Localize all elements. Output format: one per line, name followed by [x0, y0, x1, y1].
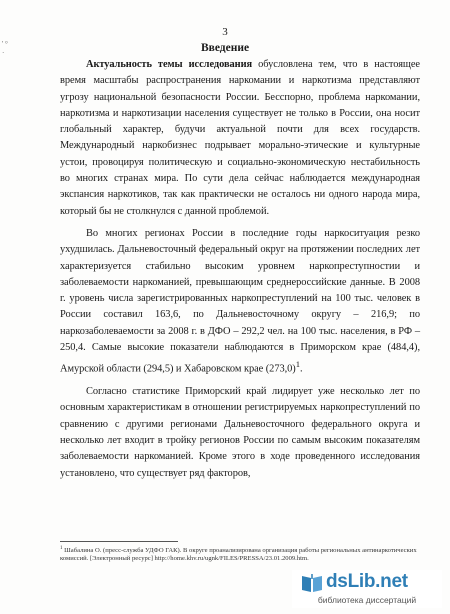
- footnote-text: Шабалина О. (пресс-служба УДФО ГАК). В округе проанализирована организация работы региональных антинаркотических комиссий. [Электронный ресурс] http://home.khv.ru/ugnk/FILES/PRESSA/23.01.2009.htm.: [60, 547, 417, 563]
- paragraph-2-end: .: [300, 363, 303, 375]
- paragraph-3: Согласно статистике Приморский край лидирует уже несколько лет по основным характеристикам в отношении регистрируемых наркопреступлений по сравнению с другими регионами Дальневосточного федерального округа и несколько лет входит в тройку регионов России по самым высоким показателям заболеваемости наркоманией. Кроме этого в ходе проведенного исследования установлено, что существует ряд факторов,: [60, 386, 420, 479]
- margin-marks: ' ° ·: [2, 40, 8, 57]
- paragraph-2-text: Во многих регионах России в последние годы наркоситуация резко ухудшилась. Дальневосточный федеральный округ на протяжении последних лет характеризуется стабильно высоким уровнем наркопреступностии и заболеваемости наркоманией, превышающим среднероссийские данные. В 2008 г. уровень числа зарегистрированных наркопреступлений на 100 тыс. человек в России составил 163,6, по Дальневосточному округу – 216,9; по наркозаболеваемости за 2008 г. в ДФО – 292,2 чел. на 100 тыс. населения, в РФ – 250,4. Самые высокие показатели наблюдаются в Приморском крае (484,4), Амурской области (294,5) и Хабаровском крае (273,0): [60, 227, 420, 375]
- footnote: [60, 545, 420, 564]
- footnote-reference[interactable]: 1: [295, 359, 300, 370]
- watermark-subtitle: библиотека диссертаций: [317, 595, 417, 605]
- paragraph-2: [60, 226, 420, 378]
- watermark[interactable]: [292, 570, 442, 608]
- section-heading: Введение: [200, 42, 250, 54]
- body-text: [60, 57, 420, 482]
- footnote-divider: [60, 541, 178, 542]
- footnote-marker: 1: [60, 546, 63, 551]
- book-icon: [300, 572, 324, 594]
- paragraph-1: [60, 57, 420, 220]
- paragraph-1-text: обусловлена тем, что в настоящее время масштабы распространения наркомании и наркотизма представляют угрозу национальной безопасности России. Бесспорно, проблема наркомании, наркотизма и наркотизации населения существует не только в России, она носит глобальный характер, будучи актуальной почти для всех государств. Международный наркобизнес подрывает морально-этические и культурные устои, провоцируя политическую и социально-экономическую нестабильность во многих странах мира. По сути дела сейчас наблюдается международная экспансия наркотиков, так как практически не осталось ни одного народа мира, который бы не столкнулся с данной проблемой.: [60, 59, 420, 217]
- paragraph-1-lead: Актуальность темы исследования: [86, 59, 253, 70]
- watermark-title: dsLib.net: [326, 571, 408, 592]
- page-number: 3: [222, 26, 228, 38]
